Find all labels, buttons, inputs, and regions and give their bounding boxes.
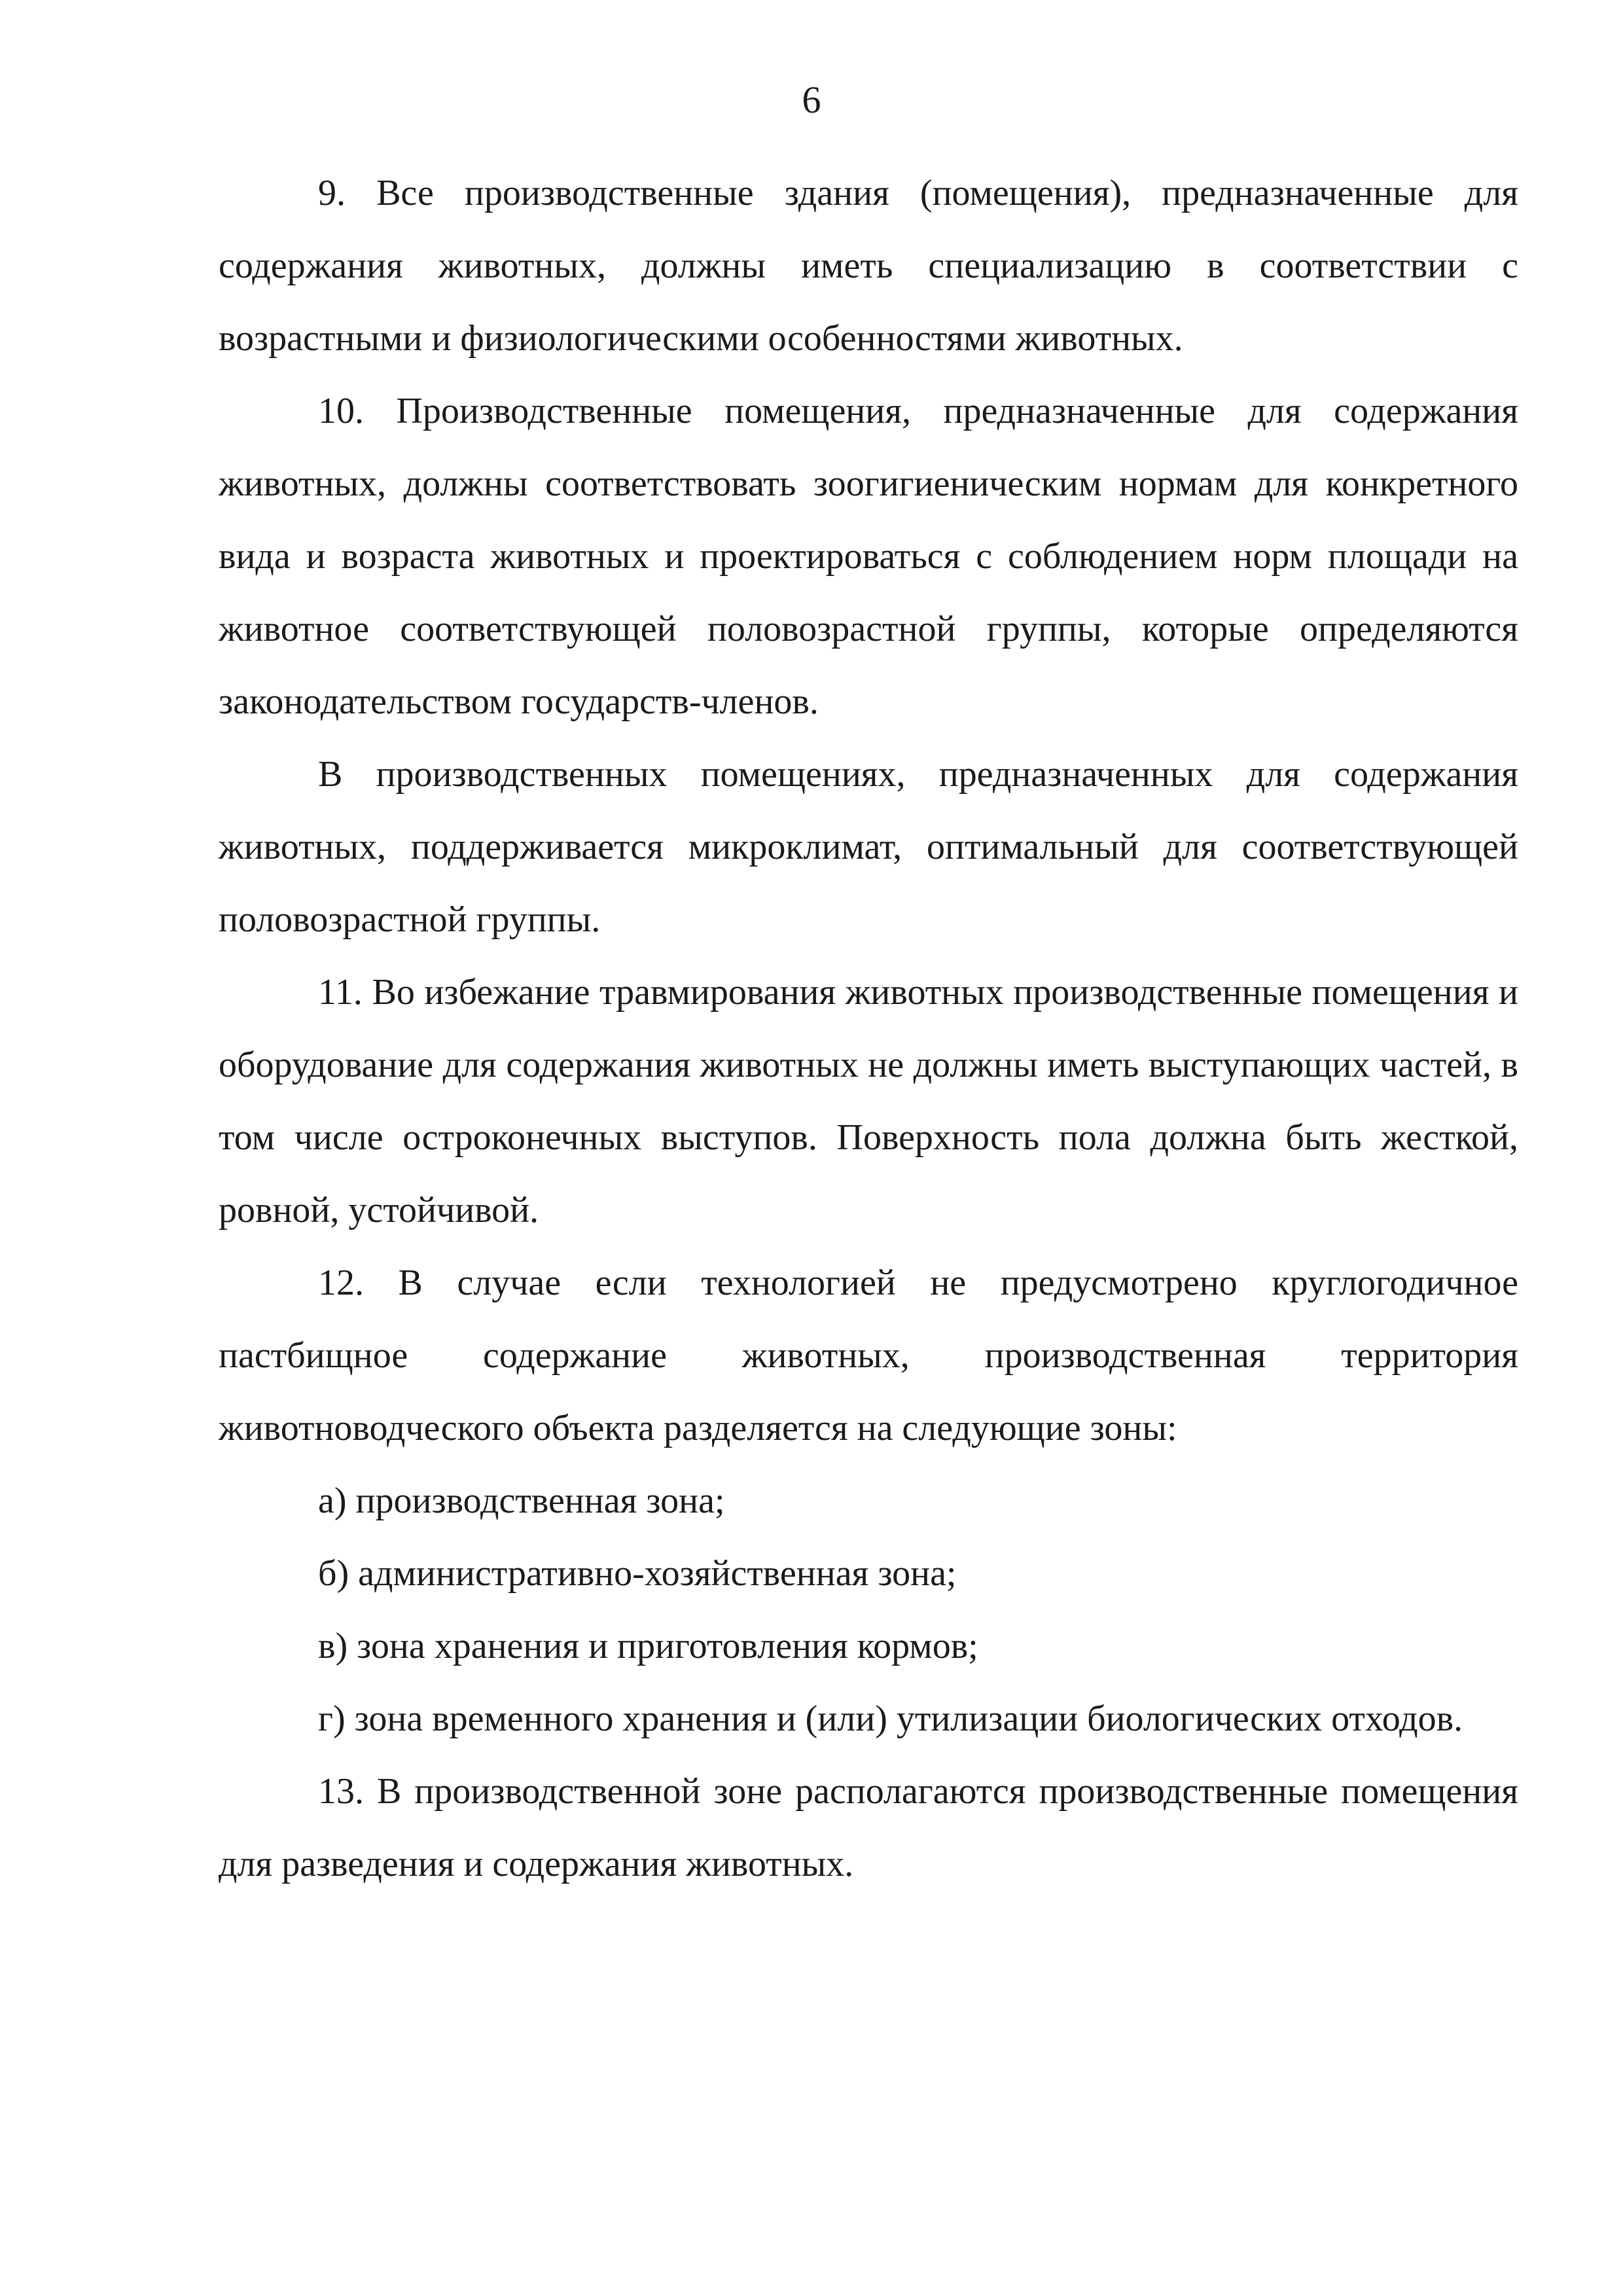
list-item-a: а) производственная зона; xyxy=(318,1480,725,1521)
list-item-v: в) зона хранения и приготовления кормов; xyxy=(318,1626,978,1666)
paragraph-10-microclimate: В производственных помещениях, предназначенных для содержания животных, поддерживается микроклимат, оптимальный для соответствующей половозрастной группы. xyxy=(219,754,1518,940)
paragraph-10: 10. Производственные помещения, предназначенные для содержания животных, должны соответствовать зоогигиеническим нормам для конкретного вида и возраста животных и проектироваться с соблюдением норм площади на животное соответствующей половозрастной группы, которые определяются законодательством государств-членов. xyxy=(219,391,1518,722)
paragraph-12: 12. В случае если технологией не предусмотрено круглогодичное пастбищное содержание животных, производственная территория животноводческого объекта разделяется на следующие зоны: xyxy=(219,1263,1518,1448)
document-body xyxy=(219,157,1518,1901)
paragraph-13: 13. В производственной зоне располагаются производственные помещения для разведения и содержания животных. xyxy=(219,1771,1518,1884)
paragraph-11: 11. Во избежание травмирования животных производственные помещения и оборудование для содержания животных не должны иметь выступающих частей, в том числе остроконечных выступов. Поверхность пола должна быть жесткой, ровной, устойчивой. xyxy=(219,972,1518,1230)
paragraph-9: 9. Все производственные здания (помещения), предназначенные для содержания животных, должны иметь специализацию в соответствии с возрастными и физиологическими особенностями животных. xyxy=(219,173,1518,359)
page-number: 6 xyxy=(802,79,821,121)
list-item-b: б) административно-хозяйственная зона; xyxy=(318,1553,957,1594)
list-item-g: г) зона временного хранения и (или) утилизации биологических отходов. xyxy=(318,1698,1463,1739)
